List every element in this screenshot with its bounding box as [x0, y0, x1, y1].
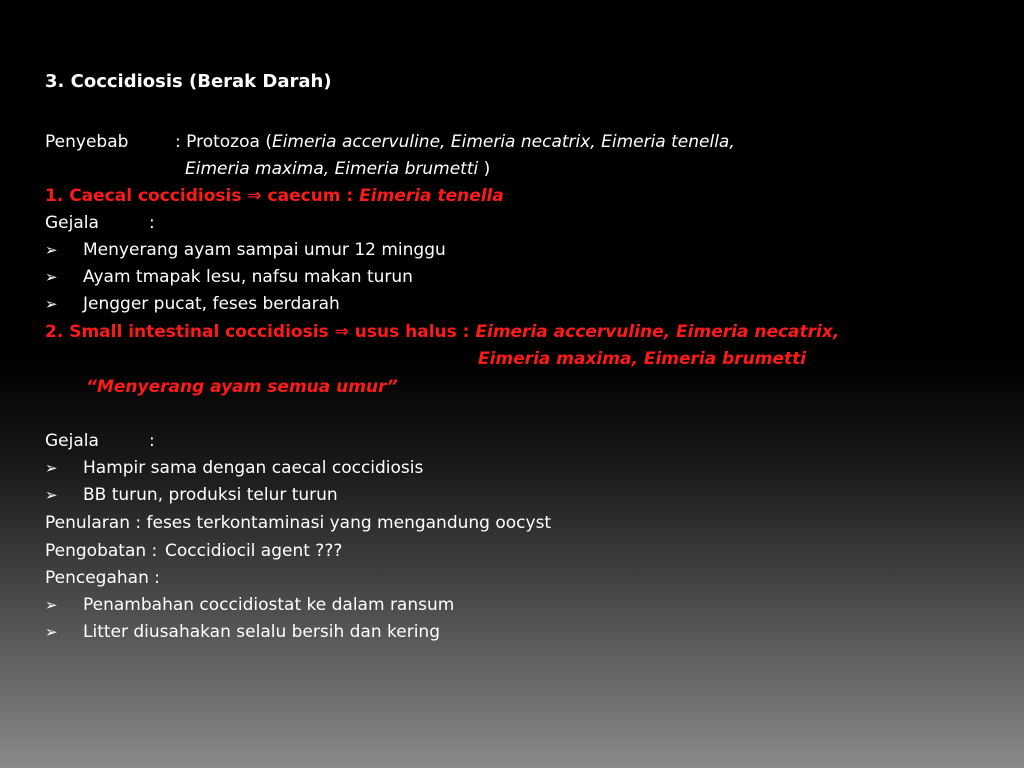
- penyebab-line: [45, 131, 735, 153]
- list-item: [45, 594, 454, 616]
- penyebab-sep: : Protozoa (: [175, 132, 272, 152]
- penyebab-close: ): [478, 159, 491, 179]
- gejala-2-line: [45, 430, 155, 452]
- pengobatan-value: Coccidiocil agent ???: [165, 541, 343, 561]
- list-item: [45, 484, 338, 506]
- section-1-prefix: 1. Caecal coccidiosis: [45, 186, 248, 206]
- section-2-heading: [45, 321, 839, 343]
- penyebab-line-2: [185, 158, 490, 180]
- list-item: [45, 293, 340, 315]
- section-2-species-2: Eimeria maxima, Eimeria brumetti: [478, 349, 807, 369]
- section-1-heading: [45, 185, 504, 207]
- gejala-1-line: [45, 212, 155, 234]
- gejala-1-item-2: Ayam tmapak lesu, nafsu makan turun: [83, 267, 413, 287]
- bullet-arrow-icon: ➢: [45, 268, 58, 286]
- implies-arrow-icon: ⇒: [334, 322, 349, 342]
- penyebab-species-1: Eimeria accervuline, Eimeria necatrix, Eimeria tenella,: [271, 132, 735, 152]
- section-2-note: “Menyerang ayam semua umur”: [86, 377, 398, 397]
- bullet-arrow-icon: ➢: [45, 623, 58, 641]
- gejala-2-item-1: Hampir sama dengan caecal coccidiosis: [83, 458, 424, 478]
- bullet-arrow-icon: ➢: [45, 596, 58, 614]
- bullet-arrow-icon: ➢: [45, 241, 58, 259]
- implies-arrow-icon: ⇒: [247, 186, 262, 206]
- pencegahan-item-2: Litter diusahakan selalu bersih dan kering: [83, 622, 440, 642]
- list-item: [45, 239, 446, 261]
- gejala-2-item-2: BB turun, produksi telur turun: [83, 485, 338, 505]
- gejala-1-colon: :: [149, 213, 155, 233]
- pengobatan-line: [45, 540, 342, 562]
- bullet-arrow-icon: ➢: [45, 486, 58, 504]
- section-1-mid: caecum :: [261, 186, 360, 206]
- list-item: [45, 266, 413, 288]
- section-2-mid: usus halus :: [348, 322, 476, 342]
- section-2-prefix: 2. Small intestinal coccidiosis: [45, 322, 335, 342]
- gejala-1-item-3: Jengger pucat, feses berdarah: [83, 294, 340, 314]
- section-2-species-1: Eimeria accervuline, Eimeria necatrix,: [475, 322, 840, 342]
- penyebab-species-2: Eimeria maxima, Eimeria brumetti: [185, 159, 479, 179]
- pengobatan-label: Pengobatan :: [45, 541, 158, 561]
- slide-title: 3. Coccidiosis (Berak Darah): [45, 71, 332, 92]
- pencegahan-item-1: Penambahan coccidiostat ke dalam ransum: [83, 595, 455, 615]
- section-1-species: Eimeria tenella: [359, 186, 504, 206]
- gejala-2-colon: :: [149, 431, 155, 451]
- pencegahan-label: Pencegahan :: [45, 568, 160, 588]
- penyebab-label: Penyebab: [45, 132, 129, 152]
- bullet-arrow-icon: ➢: [45, 295, 58, 313]
- gejala-1-item-1: Menyerang ayam sampai umur 12 minggu: [83, 240, 446, 260]
- penularan-line: Penularan : feses terkontaminasi yang mengandung oocyst: [45, 513, 552, 533]
- gejala-2-label: Gejala: [45, 431, 99, 451]
- bullet-arrow-icon: ➢: [45, 459, 58, 477]
- list-item: [45, 621, 440, 643]
- list-item: [45, 457, 423, 479]
- gejala-1-label: Gejala: [45, 213, 99, 233]
